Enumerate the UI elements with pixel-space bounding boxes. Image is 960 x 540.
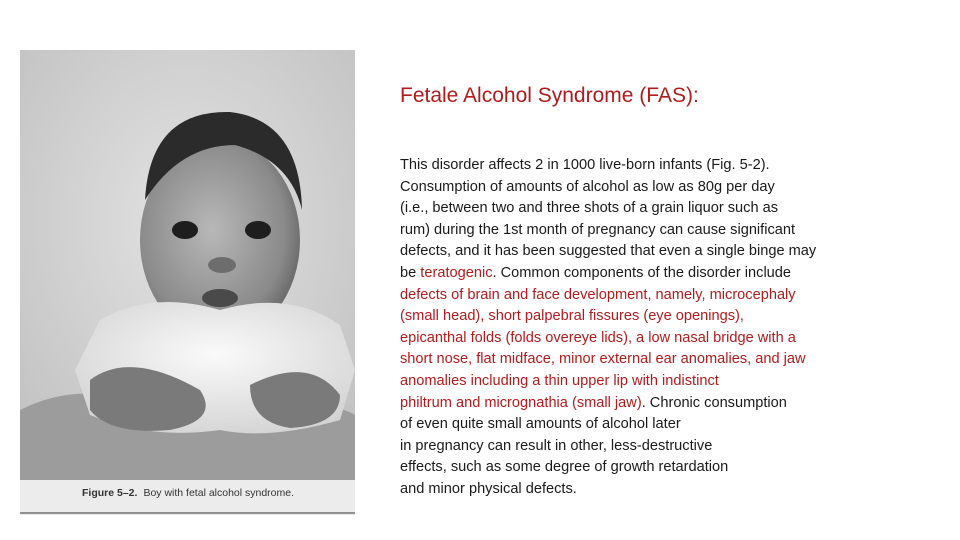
body-line: rum) during the 1st month of pregnancy can cause significant — [400, 221, 796, 238]
slide-title: Fetale Alcohol Syndrome (FAS): — [400, 84, 699, 107]
highlight-line: (small head), short palpebral fissures (eye openings), — [400, 308, 744, 325]
body-line — [400, 263, 880, 285]
highlight-line: epicanthal folds (folds overeye lids), a low nasal bridge with a — [400, 329, 796, 346]
body-line: effects, such as some degree of growth retardation — [400, 459, 729, 476]
infant-photo — [20, 50, 355, 480]
highlight-line: defects of brain and face development, namely, microcephaly — [400, 286, 796, 303]
body-line: This disorder affects 2 in 1000 live-born infants (Fig. 5-2). — [400, 157, 770, 173]
figure-panel — [20, 50, 355, 515]
body-text-segment: be — [400, 264, 421, 281]
figure-divider — [20, 512, 355, 514]
figure-caption — [82, 487, 294, 499]
body-line: and minor physical defects. — [400, 480, 577, 497]
body-line: Consumption of amounts of alcohol as low as 80g per day — [400, 178, 775, 195]
body-text-segment: . Chronic consumption — [641, 394, 787, 411]
body-line — [400, 393, 880, 415]
figure-caption-number: Figure 5–2. — [82, 487, 138, 499]
highlight-line: anomalies including a thin upper lip with indistinct — [400, 372, 719, 389]
highlight-term: philtrum and micrognathia (small jaw) — [400, 394, 642, 411]
highlight-term: teratogenic — [420, 264, 493, 281]
body-line: in pregnancy can result in other, less-destructive — [400, 437, 713, 454]
body-text — [400, 155, 880, 501]
figure-caption-text: Boy with fetal alcohol syndrome. — [143, 487, 295, 499]
infant-photo-illustration — [20, 50, 355, 480]
body-line: of even quite small amounts of alcohol later — [400, 416, 681, 433]
body-line: (i.e., between two and three shots of a grain liquor such as — [400, 200, 779, 217]
body-text-segment: . Common components of the disorder include — [492, 264, 792, 281]
highlight-line: short nose, flat midface, minor external ear anomalies, and jaw — [400, 351, 806, 368]
body-line: defects, and it has been suggested that even a single binge may — [400, 243, 817, 260]
